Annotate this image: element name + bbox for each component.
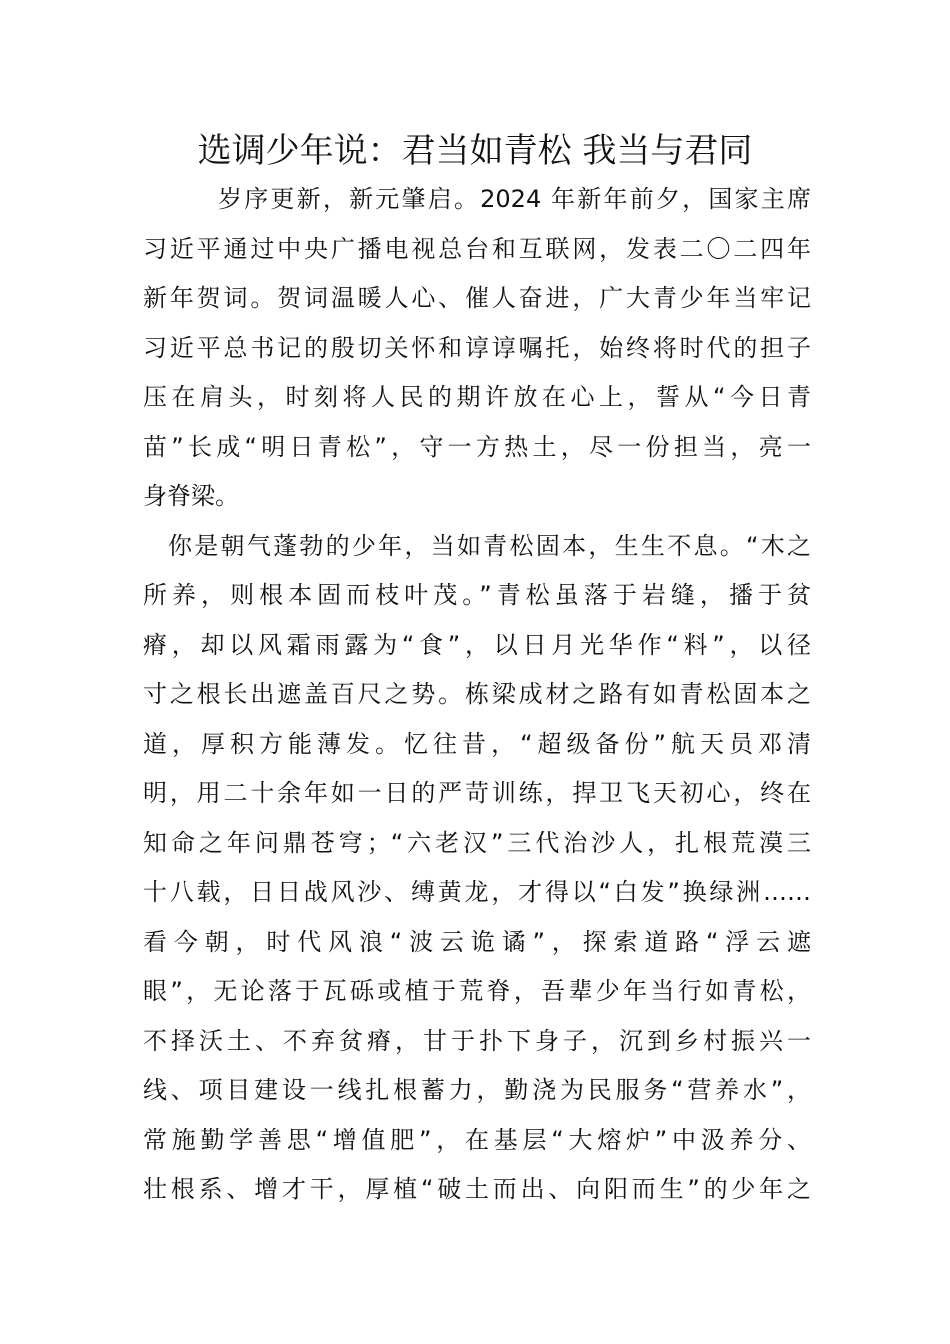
paragraph-line: 习近平总书记的殷切关怀和谆谆嘱托，始终将时代的担子 — [143, 333, 811, 362]
paragraph-line: 新年贺词。贺词温暖人心、催人奋进，广大青少年当牢记 — [143, 284, 811, 312]
paragraph-1 — [143, 175, 811, 522]
paragraph-line: 瘠，却以风霜雨露为“食”，以日月光华作“料”，以径 — [143, 630, 811, 659]
paragraph-line: 岁序更新，新元肇启。2024 年新年前夕，国家主席 — [218, 185, 811, 213]
paragraph-line: 所养，则根本固而枝叶茂。”青松虽落于岩缝，播于贫 — [143, 581, 811, 609]
paragraph-line: 道，厚积方能薄发。忆往昔，“超级备份”航天员邓清 — [143, 729, 811, 758]
paragraph-line: 十八载，日日战风沙、缚黄龙，才得以“白发”换绿洲…… — [143, 878, 811, 906]
paragraph-line: 苗”长成“明日青松”，守一方热土，尽一份担当，亮一 — [143, 432, 811, 461]
paragraph-line: 身脊梁。 — [143, 482, 239, 510]
document-title: 选调少年说：君当如青松 我当与君同 — [197, 131, 753, 171]
paragraph-line: 压在肩头，时刻将人民的期许放在心上，誓从“今日青 — [143, 383, 811, 411]
document-body — [143, 175, 811, 1215]
paragraph-line: 眼”，无论落于瓦砾或植于荒脊，吾辈少年当行如青松， — [143, 977, 811, 1005]
paragraph-line: 线、项目建设一线扎根蓄力，勤浇为民服务“营养水”， — [143, 1076, 811, 1104]
paragraph-line: 你是朝气蓬勃的少年，当如青松固本，生生不息。“木之 — [168, 531, 811, 560]
paragraph-line: 明，用二十余年如一日的严苛训练，捍卫飞天初心，终在 — [143, 779, 811, 807]
paragraph-line: 不择沃土、不弃贫瘠，甘于扑下身子，沉到乡村振兴一 — [143, 1026, 811, 1055]
paragraph-line: 常施勤学善思“增值肥”，在基层“大熔炉”中汲养分、 — [143, 1125, 811, 1154]
paragraph-line: 壮根系、增才干，厚植“破土而出、向阳而生”的少年之 — [143, 1175, 811, 1203]
paragraph-2 — [143, 522, 811, 1215]
paragraph-line: 看今朝，时代风浪“波云诡谲”，探索道路“浮云遮 — [143, 927, 811, 956]
paragraph-line: 寸之根长出遮盖百尺之势。栋梁成材之路有如青松固本之 — [143, 680, 811, 708]
paragraph-line: 知命之年问鼎苍穹；“六老汉”三代治沙人，扎根荒漠三 — [143, 828, 811, 857]
paragraph-line: 习近平通过中央广播电视总台和互联网，发表二〇二四年 — [143, 234, 811, 263]
